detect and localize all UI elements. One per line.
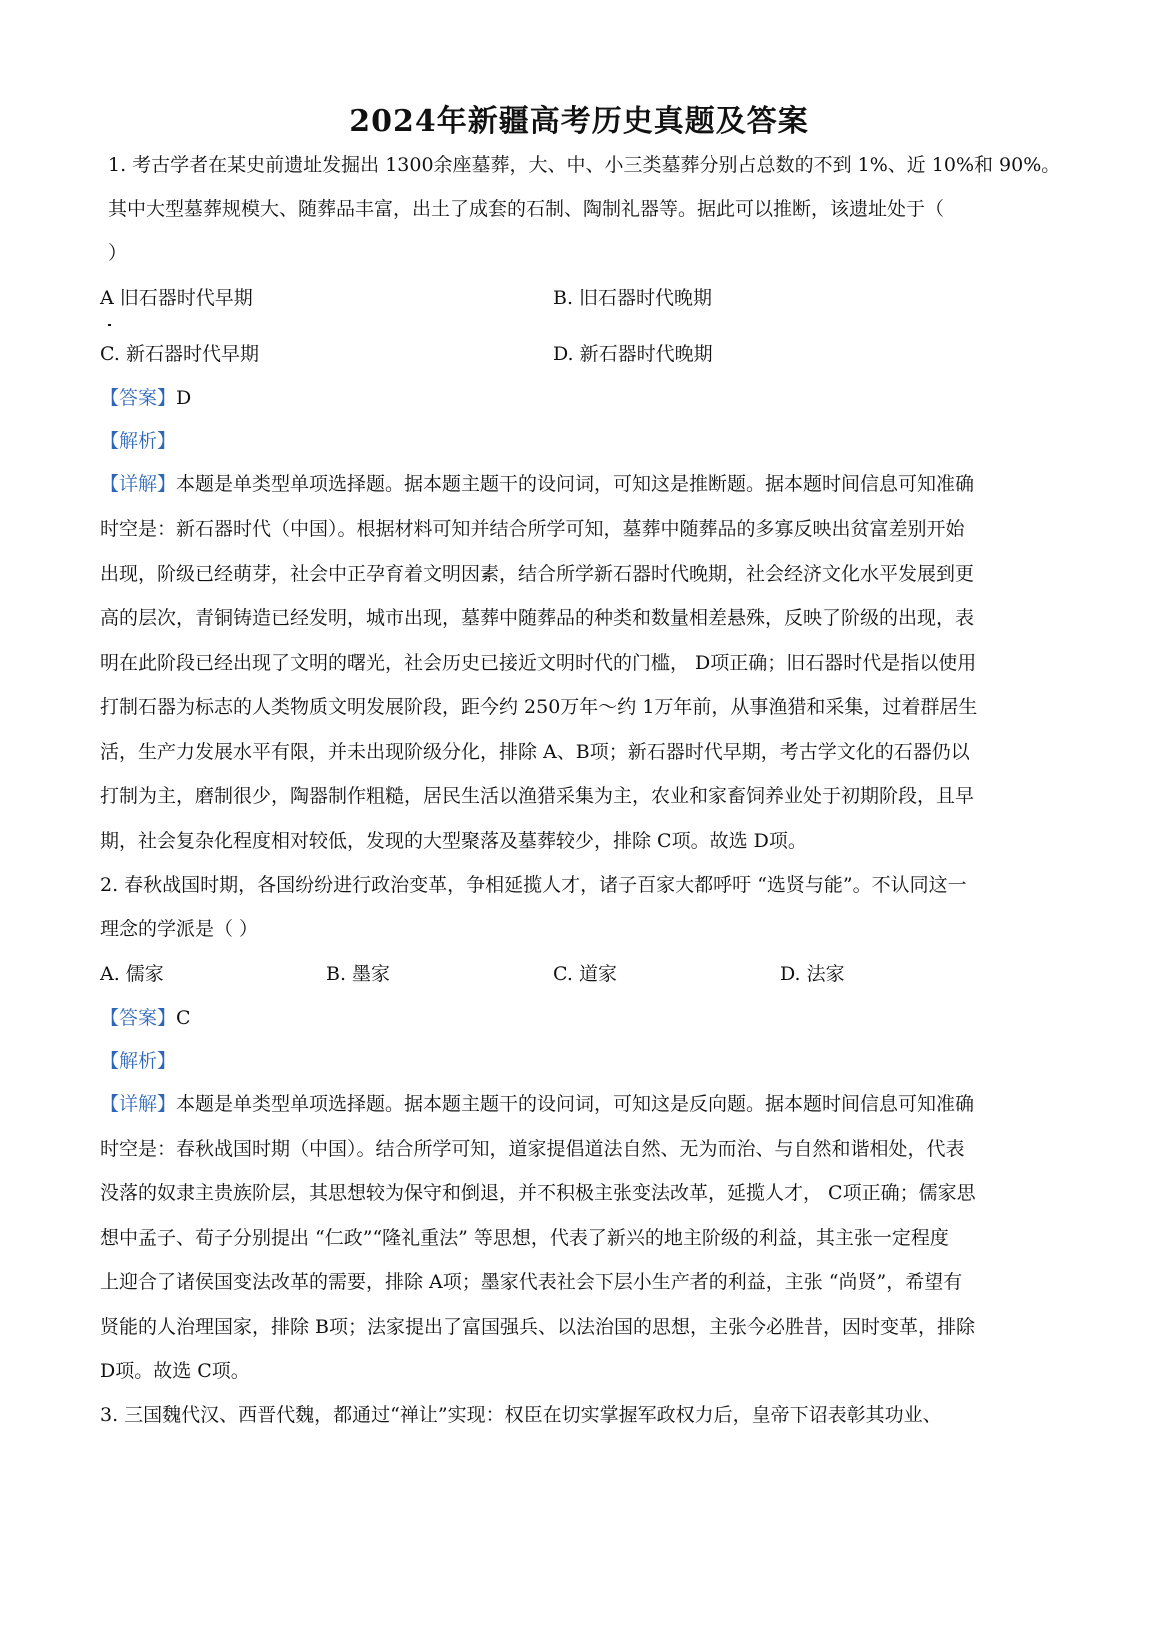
q1-detail-line: 高的层次，青铜铸造已经发明，城市出现，墓葬中随葬品的种类和数量相差悬殊，反映了阶级的出现，表	[100, 607, 975, 629]
detail-text: 本题是单类型单项选择题。据本题主题干的设问词，可知这是推断题。据本题时间信息可知准确	[176, 473, 975, 495]
q2-option-a: A. 儒家	[100, 963, 164, 985]
q1-stem-line: 1. 考古学者在某史前遗址发掘出 1300余座墓葬，大、中、小三类墓葬分别占总数的不到 1%、近 10%和 90%。	[108, 154, 1061, 176]
analysis-tag: 【解析】	[100, 430, 177, 452]
q1-option-c: C. 新石器时代早期	[100, 343, 259, 365]
answer-tag: 【答案】	[100, 387, 177, 409]
stray-dot	[108, 324, 111, 326]
q1-stem-line: 其中大型墓葬规模大、随葬品丰富，出土了成套的石制、陶制礼器等。据此可以推断，该遗址处于（	[108, 198, 945, 220]
answer-value: D	[176, 387, 192, 409]
q2-stem-line: 理念的学派是（ ）	[100, 918, 259, 940]
q2-option-d: D. 法家	[780, 963, 845, 985]
q1-detail-line: 打制石器为标志的人类物质文明发展阶段，距今约 250万年～约 1万年前，从事渔猎和采集，过着群居生	[100, 696, 978, 718]
detail-tag: 【详解】	[100, 1093, 177, 1115]
q2-detail-line: D项。故选 C项。	[100, 1360, 250, 1382]
q2-detail-line	[100, 1092, 974, 1116]
q2-stem-line: 2. 春秋战国时期，各国纷纷进行政治变革，争相延揽人才，诸子百家大都呼吁 “选贤与能”。不认同这一	[100, 874, 967, 896]
analysis-tag: 【解析】	[100, 1050, 177, 1072]
detail-tag: 【详解】	[100, 473, 177, 495]
q1-analysis-heading	[100, 429, 176, 453]
q1-detail-line: 期，社会复杂化程度相对较低，发现的大型聚落及墓葬较少，排除 C项。故选 D项。	[100, 830, 807, 852]
q2-detail-line: 没落的奴隶主贵族阶层，其思想较为保守和倒退，并不积极主张变法改革，延揽人才， C项正确；儒家思	[100, 1182, 976, 1204]
q1-detail-line: 活，生产力发展水平有限，并未出现阶级分化，排除 A、B项；新石器时代早期，考古学文化的石器仍以	[100, 741, 970, 763]
page-title: 2024年新疆高考历史真题及答案	[349, 104, 809, 139]
q2-detail-line: 贤能的人治理国家，排除 B项；法家提出了富国强兵、以法治国的思想，主张今必胜昔，因时变革，排除	[100, 1316, 976, 1338]
answer-value: C	[176, 1007, 191, 1029]
q2-detail-line: 时空是：春秋战国时期（中国）。结合所学可知，道家提倡道法自然、无为而治、与自然和谐相处，代表	[100, 1138, 965, 1160]
q2-answer	[100, 1006, 191, 1030]
q1-option-a: A 旧石器时代早期	[100, 287, 253, 309]
q2-detail-line: 上迎合了诸侯国变法改革的需要，排除 A项；墨家代表社会下层小生产者的利益，主张 “尚贤”，希望有	[100, 1271, 963, 1293]
q1-detail-line: 明在此阶段已经出现了文明的曙光，社会历史已接近文明时代的门槛， D项正确；旧石器时代是指以使用	[100, 652, 977, 674]
q3-stem-line: 3. 三国魏代汉、西晋代魏，都通过“禅让”实现：权臣在切实掌握军政权力后，皇帝下诏表彰其功业、	[100, 1404, 942, 1426]
q1-detail-line	[100, 472, 974, 496]
q1-detail-line: 出现，阶级已经萌芽，社会中正孕育着文明因素，结合所学新石器时代晚期，社会经济文化水平发展到更	[100, 563, 975, 585]
q1-option-b: B. 旧石器时代晚期	[553, 287, 713, 309]
q1-stem-line: ）	[108, 242, 128, 264]
q1-detail-line: 时空是：新石器时代（中国）。根据材料可知并结合所学可知，墓葬中随葬品的多寡反映出贫富差别开始	[100, 518, 965, 540]
q2-detail-line: 想中孟子、荀子分别提出 “仁政”“隆礼重法” 等思想，代表了新兴的地主阶级的利益，其主张一定程度	[100, 1227, 949, 1249]
q2-option-b: B. 墨家	[326, 963, 391, 985]
q1-detail-line: 打制为主，磨制很少，陶器制作粗糙，居民生活以渔猎采集为主，农业和家畜饲养业处于初期阶段，且早	[100, 785, 975, 807]
detail-text: 本题是单类型单项选择题。据本题主题干的设问词，可知这是反向题。据本题时间信息可知准确	[176, 1093, 975, 1115]
q1-option-d: D. 新石器时代晚期	[553, 343, 713, 365]
q2-analysis-heading	[100, 1049, 176, 1073]
q2-option-c: C. 道家	[553, 963, 617, 985]
answer-tag: 【答案】	[100, 1007, 177, 1029]
q1-answer	[100, 386, 191, 410]
